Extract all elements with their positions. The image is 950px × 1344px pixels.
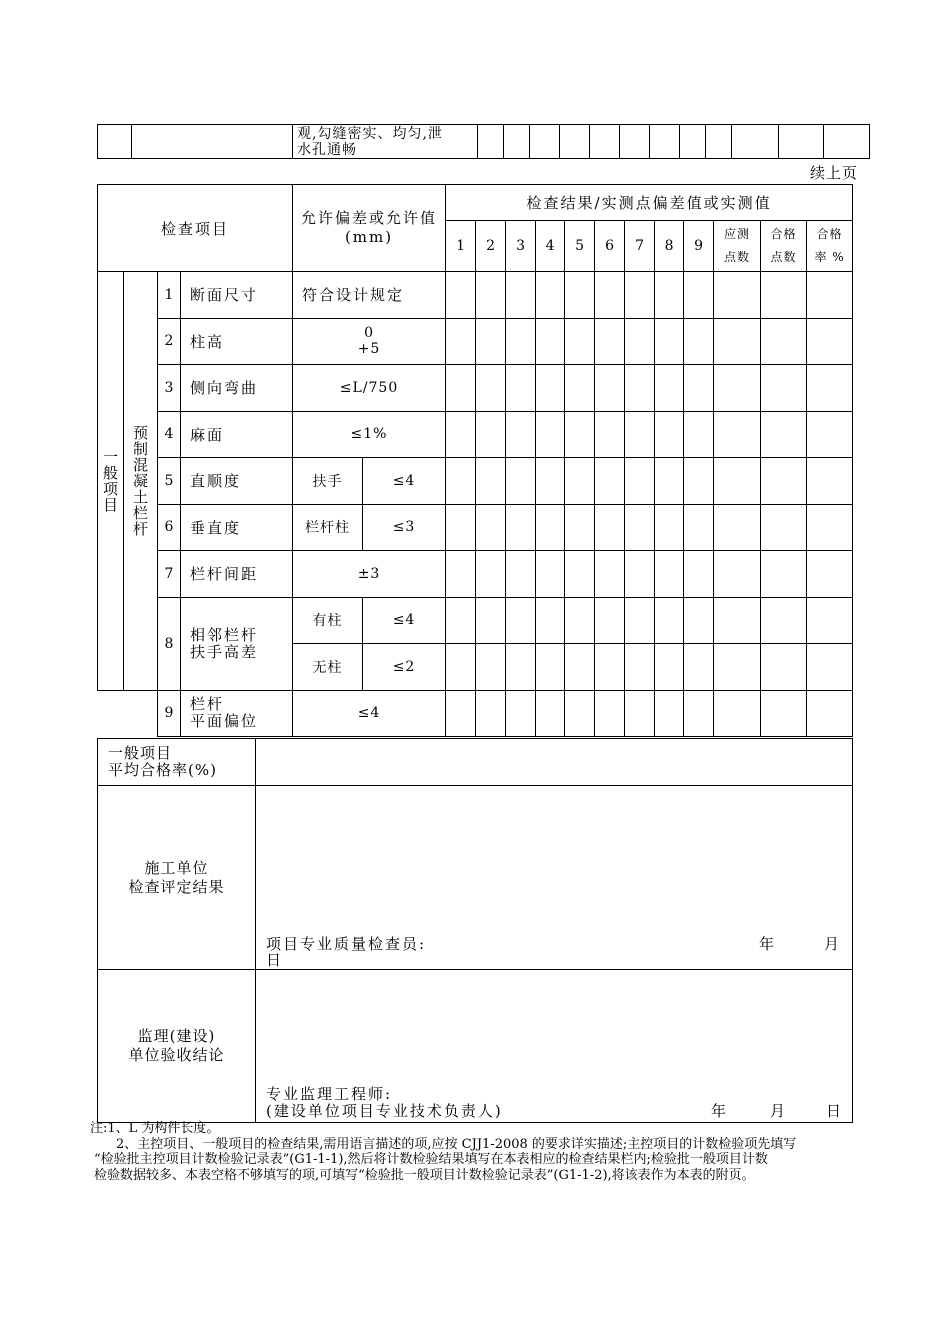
table-row: 8 相邻栏杆 扶手高差 有柱 ≤4	[98, 597, 853, 644]
avg-row	[98, 739, 853, 786]
supervision-row	[98, 970, 853, 1123]
header-row	[98, 185, 853, 221]
note-2: 2、主控项目、一般项目的检查结果,需用语言描述的项,应按 CJJ1-2008 的要求详实描述;主控项目的计数检验项先填写	[116, 1136, 797, 1152]
header-col-1: 1	[446, 221, 476, 272]
header-col-2: 2	[476, 221, 506, 272]
header-results: 检查结果/实测点偏差值或实测值	[446, 185, 853, 221]
note-2-cont-2: 检验数据较多、本表空格不够填写的项,可填写“检验批一般项目计数检验记录表”(G1-1-2),将该表作为本表的附页。	[94, 1167, 755, 1183]
header-item: 检查项目	[98, 185, 293, 272]
construction-row	[98, 786, 853, 970]
top-continuation-table	[97, 124, 870, 159]
header-col-4: 4	[536, 221, 565, 272]
construction-result-field[interactable]	[256, 786, 853, 970]
group-precast-railing: 预制混凝土栏杆	[124, 272, 158, 691]
header-col-3: 3	[506, 221, 536, 272]
month-label: 月	[770, 1102, 788, 1120]
header-col-9: 9	[684, 221, 714, 272]
table-row: 无柱 ≤2	[98, 644, 853, 691]
table-row: 5 直顺度 扶手 ≤4	[98, 458, 853, 505]
group-general: 一般项目	[98, 272, 124, 691]
year-label: 年	[711, 1102, 729, 1120]
year-label: 年	[759, 935, 777, 953]
signoff-table	[97, 738, 853, 1123]
table-row: 一般项目 预制混凝土栏杆 1 断面尺寸 符合设计规定	[98, 272, 853, 319]
notes	[90, 1121, 870, 1183]
supervision-label: 监理(建设) 单位验收结论	[98, 970, 256, 1123]
supervisor-signature-label: 专业监理工程师:	[266, 1085, 393, 1103]
day-label: 日	[266, 951, 284, 969]
header-col-7: 7	[625, 221, 655, 272]
header-tolerance: 允许偏差或允许值 (mm)	[293, 185, 446, 272]
avg-value-field[interactable]	[256, 739, 853, 786]
inspector-signature-label: 项目专业质量检查员:	[266, 935, 427, 953]
table-row: 9 栏杆 平面偏位 ≤4	[98, 690, 853, 737]
note-1: 注:1、L 为构件长度。	[90, 1121, 220, 1136]
table-row: 6 垂直度 栏杆柱 ≤3	[98, 504, 853, 551]
table-row: 4 麻面 ≤1%	[98, 411, 853, 458]
month-label: 月	[824, 935, 842, 953]
header-pass-rate: 合格 率 %	[807, 221, 853, 272]
note-2-cont-1: “检验批主控项目计数检验记录表”(G1-1-1),然后将计数检验结果填写在本表相应的检查结果栏内;检验批一般项目计数	[94, 1152, 768, 1167]
supervision-result-field[interactable]	[256, 970, 853, 1123]
owner-signature-label: (建设单位项目专业技术负责人)	[266, 1102, 503, 1120]
top-row-description: 观,勾缝密实、均匀,泄 水孔通畅	[293, 125, 478, 159]
construction-label: 施工单位 检查评定结果	[98, 786, 256, 970]
table-row: 3 侧向弯曲 ≤L/750	[98, 365, 853, 412]
header-should-measure: 应测 点数	[714, 221, 761, 272]
table-row: 2 柱高 0 +5	[98, 318, 853, 365]
header-col-6: 6	[595, 221, 625, 272]
header-passed-points: 合格 点数	[761, 221, 807, 272]
table-row	[98, 125, 870, 159]
table-row: 7 栏杆间距 ±3	[98, 551, 853, 598]
header-col-8: 8	[655, 221, 684, 272]
continued-label: 续上页	[809, 164, 858, 182]
inspection-table	[97, 184, 853, 737]
header-col-5: 5	[565, 221, 595, 272]
avg-label: 一般项目 平均合格率(%)	[98, 739, 256, 786]
day-label: 日	[826, 1102, 844, 1120]
